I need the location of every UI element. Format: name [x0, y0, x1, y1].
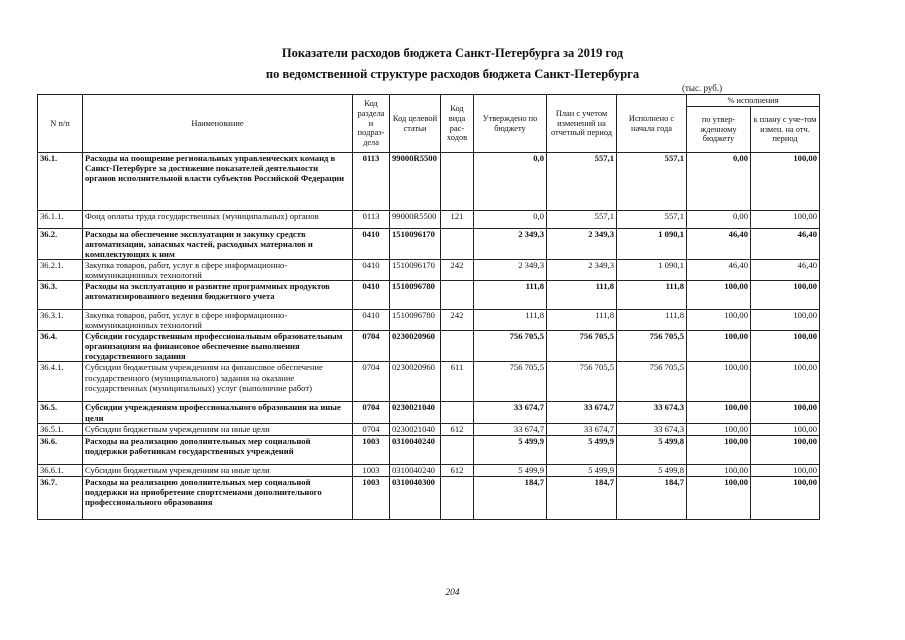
cell-pct-plan: 100,00 — [751, 476, 820, 519]
header-executed: Исполнено с начала года — [617, 95, 687, 153]
cell-executed: 557,1 — [617, 153, 687, 211]
cell-plan: 33 674,7 — [547, 423, 617, 435]
cell-target: 1510096780 — [390, 281, 441, 310]
cell-executed: 756 705,5 — [617, 362, 687, 402]
cell-pct-budget: 100,00 — [687, 331, 751, 362]
header-expense-code: Код вида рас-ходов — [441, 95, 474, 153]
cell-num: 36.3. — [38, 281, 83, 310]
cell-num: 36.6. — [38, 435, 83, 464]
header-plan: План с учетом изменений на отчетный период — [547, 95, 617, 153]
cell-expense: 242 — [441, 260, 474, 281]
cell-plan: 111,8 — [547, 310, 617, 331]
cell-pct-budget: 100,00 — [687, 476, 751, 519]
cell-section: 1003 — [353, 435, 390, 464]
header-name: Наименование — [83, 95, 353, 153]
cell-executed: 557,1 — [617, 211, 687, 229]
budget-table — [37, 94, 820, 520]
table-row — [38, 362, 820, 402]
document-subtitle: по ведомственной структуре расходов бюджета Санкт-Петербурга — [265, 67, 640, 81]
cell-target: 0310040240 — [390, 464, 441, 476]
cell-plan: 33 674,7 — [547, 402, 617, 423]
cell-expense — [441, 153, 474, 211]
cell-num: 36.6.1. — [38, 464, 83, 476]
cell-pct-budget: 100,00 — [687, 362, 751, 402]
cell-plan: 756 705,5 — [547, 331, 617, 362]
table-row — [38, 464, 820, 476]
header-target-code: Код целевой статьи — [390, 95, 441, 153]
cell-pct-plan: 100,00 — [751, 362, 820, 402]
table-row — [38, 402, 820, 423]
cell-executed: 111,8 — [617, 310, 687, 331]
cell-executed: 1 090,1 — [617, 260, 687, 281]
cell-executed: 33 674,3 — [617, 423, 687, 435]
cell-plan: 184,7 — [547, 476, 617, 519]
cell-pct-plan: 100,00 — [751, 423, 820, 435]
cell-pct-plan: 100,00 — [751, 153, 820, 211]
cell-section: 0704 — [353, 402, 390, 423]
cell-pct-budget: 100,00 — [687, 310, 751, 331]
cell-name: Фонд оплаты труда государственных (муниципальных) органов — [83, 211, 353, 229]
cell-target: 0230020960 — [390, 362, 441, 402]
cell-expense — [441, 281, 474, 310]
cell-name: Субсидии бюджетным учреждениям на иные цели — [83, 464, 353, 476]
cell-plan: 756 705,5 — [547, 362, 617, 402]
cell-expense — [441, 229, 474, 260]
cell-pct-budget: 100,00 — [687, 281, 751, 310]
cell-num: 36.2.1. — [38, 260, 83, 281]
header-pct-plan: к плану с уче-том измен. на отч. период — [751, 107, 820, 153]
cell-pct-plan: 100,00 — [751, 331, 820, 362]
cell-approved: 5 499,9 — [474, 435, 547, 464]
cell-approved: 184,7 — [474, 476, 547, 519]
cell-executed: 1 090,1 — [617, 229, 687, 260]
cell-expense — [441, 476, 474, 519]
cell-num: 36.4.1. — [38, 362, 83, 402]
cell-section: 0410 — [353, 281, 390, 310]
cell-executed: 111,8 — [617, 281, 687, 310]
cell-name: Расходы на реализацию дополнительных мер социальной поддержки работникам государственных учреждений — [83, 435, 353, 464]
units-label: (тыс. руб.) — [682, 83, 723, 93]
cell-name: Субсидии учреждениям профессионального образования на иные цели — [83, 402, 353, 423]
cell-pct-budget: 46,40 — [687, 260, 751, 281]
cell-pct-plan: 100,00 — [751, 464, 820, 476]
cell-pct-plan: 100,00 — [751, 435, 820, 464]
cell-target: 99000R5500 — [390, 153, 441, 211]
table-row — [38, 229, 820, 260]
cell-executed: 5 499,8 — [617, 464, 687, 476]
cell-pct-budget: 100,00 — [687, 464, 751, 476]
cell-expense — [441, 402, 474, 423]
cell-target: 0230021040 — [390, 423, 441, 435]
cell-pct-budget: 0,00 — [687, 153, 751, 211]
cell-approved: 0,0 — [474, 211, 547, 229]
cell-section: 0113 — [353, 211, 390, 229]
cell-approved: 756 705,5 — [474, 362, 547, 402]
cell-pct-budget: 100,00 — [687, 402, 751, 423]
table-body — [38, 153, 820, 520]
cell-section: 0704 — [353, 423, 390, 435]
cell-section: 1003 — [353, 464, 390, 476]
cell-pct-budget: 46,40 — [687, 229, 751, 260]
header-num: N п/п — [38, 95, 83, 153]
cell-approved: 33 674,7 — [474, 402, 547, 423]
cell-target: 1510096170 — [390, 260, 441, 281]
cell-expense: 612 — [441, 464, 474, 476]
cell-section: 0410 — [353, 260, 390, 281]
cell-plan: 5 499,9 — [547, 464, 617, 476]
cell-name: Закупка товаров, работ, услуг в сфере информационно-коммуникационных технологий — [83, 310, 353, 331]
cell-expense: 611 — [441, 362, 474, 402]
table-row — [38, 260, 820, 281]
header-approved: Утверждено по бюджету — [474, 95, 547, 153]
header-percent-group: % исполнения — [687, 95, 820, 107]
table-row — [38, 435, 820, 464]
cell-name: Расходы на эксплуатацию и развитие программных продуктов автоматизированного ведения бюджетного учета — [83, 281, 353, 310]
header-section-code: Код раздела и подраз-дела — [353, 95, 390, 153]
document-title: Показатели расходов бюджета Санкт-Петербурга за 2019 год — [281, 46, 624, 60]
cell-pct-plan: 100,00 — [751, 402, 820, 423]
table-row — [38, 331, 820, 362]
table-row — [38, 423, 820, 435]
cell-pct-plan: 100,00 — [751, 310, 820, 331]
header-pct-budget: по утвер-жденному бюджету — [687, 107, 751, 153]
cell-executed: 756 705,5 — [617, 331, 687, 362]
cell-target: 0310040240 — [390, 435, 441, 464]
cell-plan: 2 349,3 — [547, 260, 617, 281]
table-row — [38, 476, 820, 519]
cell-num: 36.5.1. — [38, 423, 83, 435]
cell-num: 36.1.1. — [38, 211, 83, 229]
cell-approved: 111,8 — [474, 310, 547, 331]
cell-pct-plan: 100,00 — [751, 281, 820, 310]
cell-name: Субсидии бюджетным учреждениям на иные цели — [83, 423, 353, 435]
cell-approved: 756 705,5 — [474, 331, 547, 362]
cell-section: 0704 — [353, 331, 390, 362]
cell-section: 0113 — [353, 153, 390, 211]
cell-approved: 0,0 — [474, 153, 547, 211]
cell-name: Расходы на обеспечение эксплуатации и закупку средств автоматизации, запасных частей, расходных материалов и комплектующих к ним — [83, 229, 353, 260]
cell-target: 1510096170 — [390, 229, 441, 260]
cell-plan: 2 349,3 — [547, 229, 617, 260]
cell-num: 36.1. — [38, 153, 83, 211]
cell-expense: 242 — [441, 310, 474, 331]
cell-approved: 5 499,9 — [474, 464, 547, 476]
cell-pct-budget: 0,00 — [687, 211, 751, 229]
cell-approved: 111,8 — [474, 281, 547, 310]
cell-num: 36.7. — [38, 476, 83, 519]
cell-section: 0704 — [353, 362, 390, 402]
cell-target: 99000R5500 — [390, 211, 441, 229]
cell-plan: 557,1 — [547, 211, 617, 229]
table-row — [38, 211, 820, 229]
cell-plan: 5 499,9 — [547, 435, 617, 464]
cell-pct-plan: 46,40 — [751, 260, 820, 281]
cell-num: 36.4. — [38, 331, 83, 362]
cell-section: 1003 — [353, 476, 390, 519]
cell-approved: 2 349,3 — [474, 260, 547, 281]
cell-target: 0310040300 — [390, 476, 441, 519]
cell-target: 1510096780 — [390, 310, 441, 331]
cell-executed: 184,7 — [617, 476, 687, 519]
cell-expense: 121 — [441, 211, 474, 229]
cell-pct-plan: 100,00 — [751, 211, 820, 229]
page-number: 204 — [445, 588, 460, 598]
table-row — [38, 310, 820, 331]
cell-plan: 557,1 — [547, 153, 617, 211]
cell-target: 0230021040 — [390, 402, 441, 423]
cell-expense: 612 — [441, 423, 474, 435]
cell-approved: 2 349,3 — [474, 229, 547, 260]
cell-pct-budget: 100,00 — [687, 423, 751, 435]
cell-num: 36.2. — [38, 229, 83, 260]
cell-expense — [441, 331, 474, 362]
cell-section: 0410 — [353, 310, 390, 331]
cell-plan: 111,8 — [547, 281, 617, 310]
cell-name: Субсидии государственным профессиональным образовательным организациям на финансовое обеспечение выполнения государственного задания — [83, 331, 353, 362]
cell-approved: 33 674,7 — [474, 423, 547, 435]
cell-pct-plan: 46,40 — [751, 229, 820, 260]
cell-section: 0410 — [353, 229, 390, 260]
cell-name: Расходы на реализацию дополнительных мер социальной поддержки на приобретение спортсменами дополнительного профессионального образования — [83, 476, 353, 519]
cell-num: 36.5. — [38, 402, 83, 423]
cell-name: Субсидии бюджетным учреждениям на финансовое обеспечение государственного (муниципального) задания на оказание государственных (муниципальных) услуг (выполнение работ) — [83, 362, 353, 402]
table-row — [38, 281, 820, 310]
cell-target: 0230020960 — [390, 331, 441, 362]
cell-expense — [441, 435, 474, 464]
cell-pct-budget: 100,00 — [687, 435, 751, 464]
cell-num: 36.3.1. — [38, 310, 83, 331]
cell-name: Расходы на поощрение региональных управленческих команд в Санкт-Петербурге за достижение показателей деятельности органов исполнительной власти субъектов Российской Федерации — [83, 153, 353, 211]
cell-executed: 33 674,3 — [617, 402, 687, 423]
cell-name: Закупка товаров, работ, услуг в сфере информационно-коммуникационных технологий — [83, 260, 353, 281]
cell-executed: 5 499,8 — [617, 435, 687, 464]
table-row — [38, 153, 820, 211]
